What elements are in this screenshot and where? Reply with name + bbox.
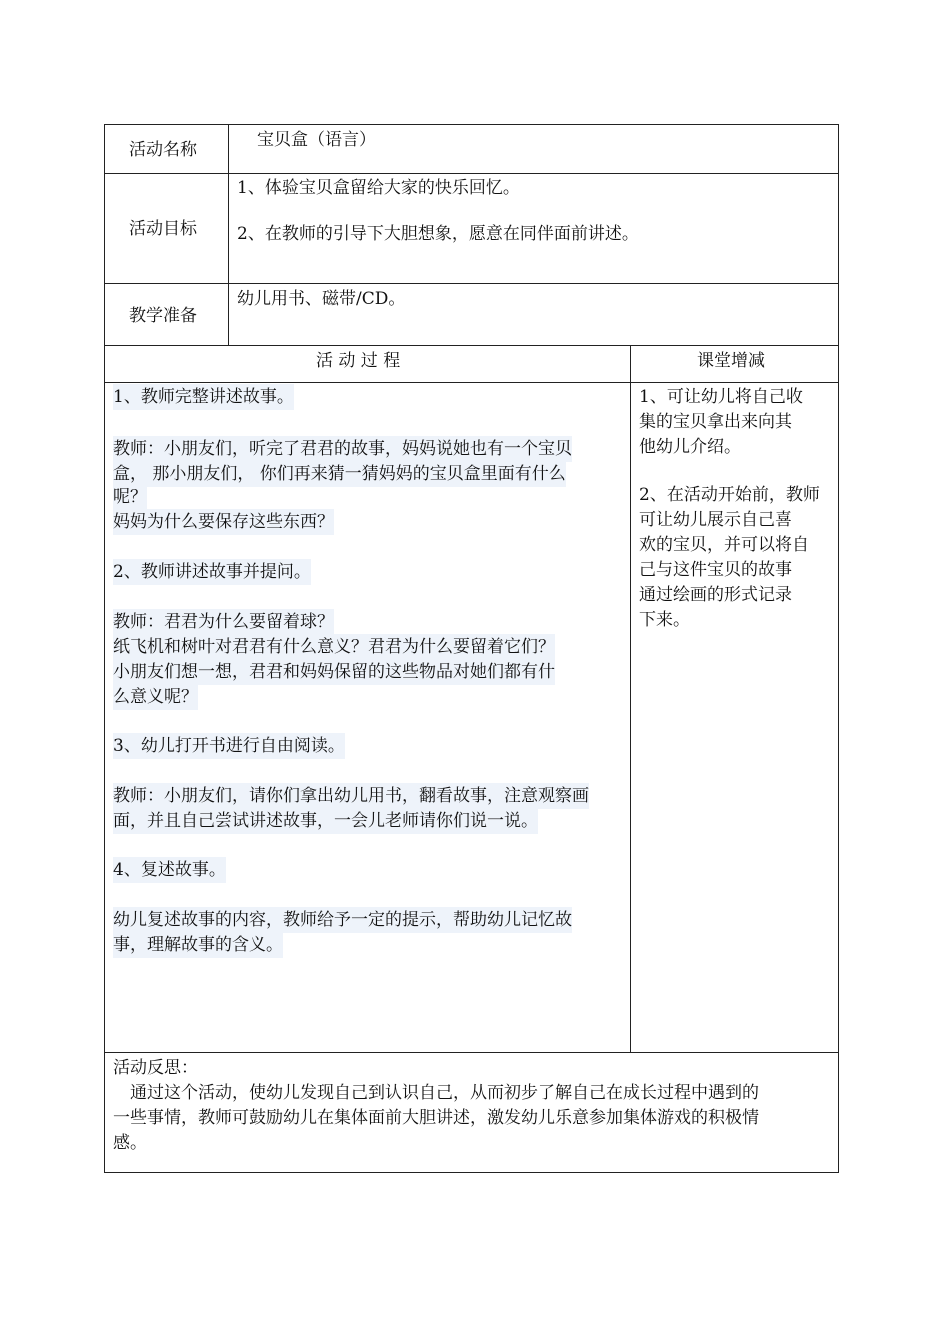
process-step-heading: 3、幼儿打开书进行自由阅读。 [113, 733, 345, 759]
label-column-divider [228, 124, 229, 346]
process-line: 面，并且自己尝试讲述故事，一会儿老师请你们说一说。 [113, 808, 538, 834]
process-column-header: 活 动 过 程 [316, 351, 401, 371]
activity-name-value: 宝贝盒（语言） [257, 130, 376, 150]
reflection-line: 一些事情，教师可鼓励幼儿在集体面前大胆讲述，激发幼儿乐意参加集体游戏的积极情 [113, 1108, 759, 1128]
process-step-heading: 2、教师讲述故事并提问。 [113, 559, 311, 585]
process-step-heading: 4、复述故事。 [113, 857, 226, 883]
adjust-line: 欢的宝贝，并可以将自 [639, 535, 809, 555]
activity-goal-1: 1、体验宝贝盒留给大家的快乐回忆。 [237, 178, 520, 198]
reflection-label: 活动反思： [113, 1058, 198, 1078]
adjust-line: 集的宝贝拿出来向其 [639, 412, 792, 432]
process-line: 纸飞机和树叶对君君有什么意义？君君为什么要留着它们？ [113, 634, 555, 660]
process-line: 事，理解故事的含义。 [113, 932, 283, 958]
process-line: 幼儿复述故事的内容，教师给予一定的提示，帮助幼儿记忆故 [113, 907, 572, 933]
process-column-divider [630, 345, 631, 1053]
row-divider [104, 382, 839, 383]
adjust-line: 通过绘画的形式记录 [639, 585, 792, 605]
teaching-prep-label: 教学准备 [129, 306, 197, 326]
process-line: 教师：君君为什么要留着球？ [113, 609, 334, 635]
adjust-line: 己与这件宝贝的故事 [639, 560, 792, 580]
adjust-line: 2、在活动开始前，教师 [639, 485, 820, 505]
row-divider [104, 345, 839, 346]
process-line: 小朋友们想一想，君君和妈妈保留的这些物品对她们都有什 [113, 659, 555, 685]
row-divider [104, 1052, 839, 1053]
process-line: 么意义呢？ [113, 684, 198, 710]
adjust-line: 他幼儿介绍。 [639, 437, 741, 457]
adjust-column-header: 课堂增减 [697, 351, 765, 371]
adjust-line: 1、可让幼儿将自己收 [639, 387, 803, 407]
process-line: 教师：小朋友们，请你们拿出幼儿用书，翻看故事，注意观察画 [113, 783, 589, 809]
process-line: 教师：小朋友们，听完了君君的故事，妈妈说她也有一个宝贝 [113, 436, 572, 462]
teaching-prep-value: 幼儿用书、磁带/CD。 [237, 289, 406, 309]
process-step-heading: 1、教师完整讲述故事。 [113, 384, 294, 410]
adjust-line: 可让幼儿展示自己喜 [639, 510, 792, 530]
row-divider [104, 283, 839, 284]
row-divider [104, 173, 839, 174]
process-line: 呢？ [113, 484, 147, 510]
process-line: 妈妈为什么要保存这些东西？ [113, 509, 334, 535]
activity-goal-2: 2、在教师的引导下大胆想象，愿意在同伴面前讲述。 [237, 224, 639, 244]
process-line: 盒， 那小朋友们， 你们再来猜一猜妈妈的宝贝盒里面有什么 [113, 461, 566, 487]
adjust-line: 下来。 [639, 610, 690, 630]
activity-name-label: 活动名称 [129, 140, 197, 160]
activity-goal-label: 活动目标 [129, 219, 197, 239]
reflection-line: 感。 [113, 1133, 147, 1153]
reflection-line: 通过这个活动，使幼儿发现自己到认识自己，从而初步了解自己在成长过程中遇到的 [130, 1083, 759, 1103]
